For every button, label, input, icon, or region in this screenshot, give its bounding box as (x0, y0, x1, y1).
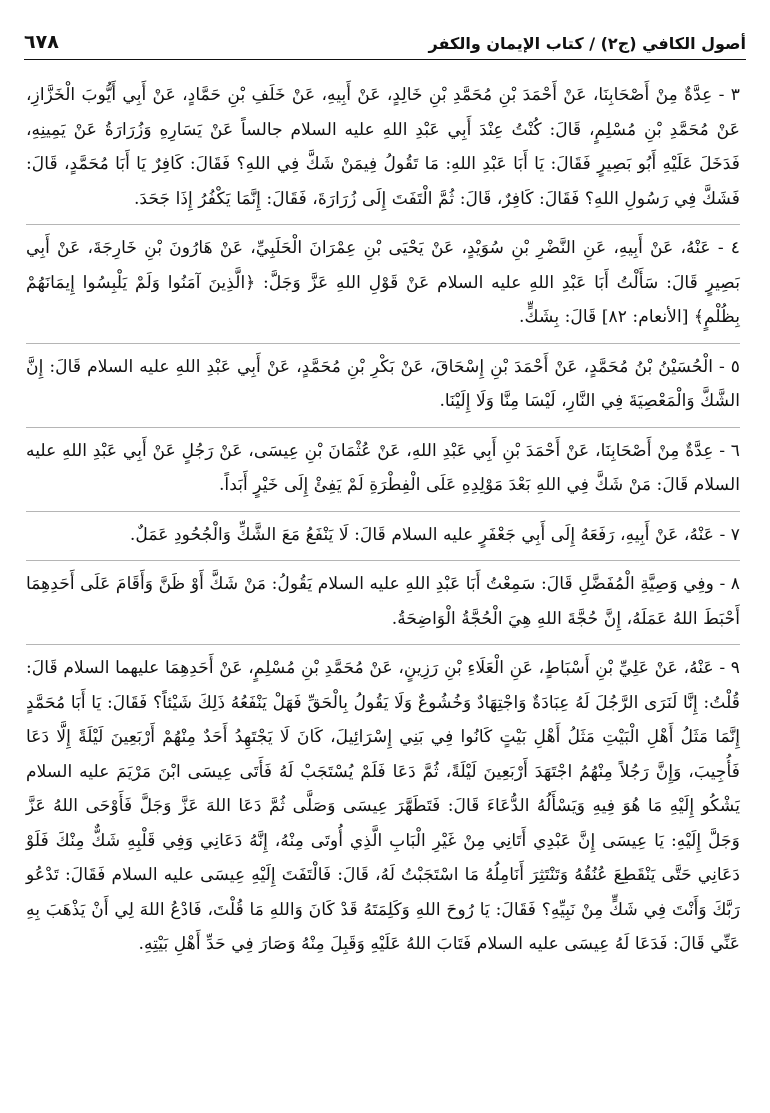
hadith-paragraph: ٦ - عِدَّةٌ مِنْ أَصْحَابِنَا، عَنْ أَحْمَدَ بْنِ أَبِي عَبْدِ اللهِ، عَنْ عُثْمَانَ بْنِ عِيسَى، عَنْ رَجُلٍ عَنْ أَبِي عَبْدِ اللهِ عليه السلام قَالَ: مَنْ شَكَّ فِي اللهِ بَعْدَ مَوْلِدِهِ عَلَى الْفِطْرَةِ لَمْ يَفِئْ إِلَى خَيْرٍ أَبَداً. (26, 428, 740, 512)
running-title: أصول الكافي (ج٢) / كتاب الإيمان والكفر (428, 34, 746, 53)
hadith-paragraph: ٣ - عِدَّةٌ مِنْ أَصْحَابِنَا، عَنْ أَحْمَدَ بْنِ مُحَمَّدِ بْنِ خَالِدٍ، عَنْ أَبِيهِ، عَنْ خَلَفِ بْنِ حَمَّادٍ، عَنْ أَبِي أَيُّوبَ الْخَزَّازِ، عَنْ مُحَمَّدِ بْنِ مُسْلِمٍ، قَالَ: كُنْتُ عِنْدَ أَبِي عَبْدِ اللهِ عليه السلام جالساً عَنْ يَسَارِهِ وَزُرَارَةُ عَنْ يَمِينِهِ، فَدَخَلَ عَلَيْهِ أَبُو بَصِيرٍ فَقَالَ: يَا أَبَا عَبْدِ اللهِ: مَا تَقُولُ فِيمَنْ شَكَّ فِي اللهِ؟ فَقَالَ: كَافِرٌ يَا أَبَا مُحَمَّدٍ، قَالَ: فَشَكَّ فِي رَسُولِ اللهِ؟ فَقَالَ: كَافِرٌ، قَالَ: ثُمَّ الْتَفَتَ إِلَى زُرَارَةَ، فَقَالَ: إِنَّمَا يَكْفُرُ إِذَا جَحَدَ. (26, 72, 740, 225)
page-number: ٦٧٨ (24, 31, 59, 53)
hadith-paragraph: ٩ - عَنْهُ، عَنْ عَلِيِّ بْنِ أَسْبَاطٍ، عَنِ الْعَلَاءِ بْنِ رَزِينٍ، عَنْ مُحَمَّدِ بْنِ مُسْلِمٍ، عَنْ أَحَدِهِمَا عليهما السلام قَالَ: قُلْتُ: إِنَّا لَنَرَى الرَّجُلَ لَهُ عِبَادَةٌ وَاجْتِهَادٌ وَخُشُوعٌ وَلَا يَقُولُ بِالْحَقِّ فَهَلْ يَنْفَعُهُ ذَلِكَ شَيْئاً؟ فَقَالَ: يَا أَبَا مُحَمَّدٍ إِنَّمَا مَثَلُ أَهْلِ الْبَيْتِ مَثَلُ أَهْلِ بَيْتٍ كَانُوا فِي بَنِي إِسْرَائِيلَ، كَانَ لَا يَجْتَهِدُ أَحَدٌ مِنْهُمْ أَرْبَعِينَ لَيْلَةً إِلَّا دَعَا فَأُجِيبَ، وَإِنَّ رَجُلاً مِنْهُمُ اجْتَهَدَ أَرْبَعِينَ لَيْلَةً، ثُمَّ دَعَا فَلَمْ يُسْتَجَبْ لَهُ فَأَتَى عِيسَى ابْنَ مَرْيَمَ عليه السلام يَشْكُو إِلَيْهِ مَا هُوَ فِيهِ وَيَسْأَلُهُ الدُّعَاءَ قَالَ: فَتَطَهَّرَ عِيسَى وَصَلَّى ثُمَّ دَعَا اللهَ عَزَّ وَجَلَّ فَأَوْحَى اللهُ عَزَّ وَجَلَّ إِلَيْهِ: يَا عِيسَى إِنَّ عَبْدِي أَتَانِي مِنْ غَيْرِ الْبَابِ الَّذِي أُوتَى مِنْهُ، إِنَّهُ دَعَانِي وَفِي قَلْبِهِ شَكٌّ مِنْكَ فَلَوْ دَعَانِي حَتَّى يَنْقَطِعَ عُنُقُهُ وَتَنْتَثِرَ أَنَامِلُهُ مَا اسْتَجَبْتُ لَهُ، قَالَ: فَالْتَفَتَ إِلَيْهِ عِيسَى عليه السلام فَقَالَ: تَدْعُو رَبَّكَ وَأَنْتَ فِي شَكٍّ مِنْ نَبِيِّهِ؟ فَقَالَ: يَا رُوحَ اللهِ وَكَلِمَتَهُ قَدْ كَانَ وَاللهِ مَا قُلْتَ، فَادْعُ اللهَ لِي أَنْ يَذْهَبَ بِهِ عَنِّي قَالَ: فَدَعَا لَهُ عِيسَى عليه السلام فَتَابَ اللهُ عَلَيْهِ وَقَبِلَ مِنْهُ وَصَارَ فِي حَدِّ أَهْلِ بَيْتِهِ. (26, 658, 740, 954)
hadith-paragraph: ٥ - الْحُسَيْنُ بْنُ مُحَمَّدٍ، عَنْ أَحْمَدَ بْنِ إِسْحَاقَ، عَنْ بَكْرِ بْنِ مُحَمَّدٍ، عَنْ أَبِي عَبْدِ اللهِ عليه السلام قَالَ: إِنَّ الشَّكَّ وَالْمَعْصِيَةَ فِي النَّارِ، لَيْسَا مِنَّا وَلَا إِلَيْنَا. (26, 344, 740, 428)
hadith-paragraph: ٧ - عَنْهُ، عَنْ أَبِيهِ، رَفَعَهُ إِلَى أَبِي جَعْفَرٍ عليه السلام قَالَ: لَا يَنْفَعُ مَعَ الشَّكِّ وَالْجُحُودِ عَمَلٌ. (26, 512, 740, 562)
hadith-paragraph: ٨ - وفِي وَصِيَّةِ الْمُفَضَّلِ قَالَ: سَمِعْتُ أَبَا عَبْدِ اللهِ عليه السلام يَقُولُ: مَنْ شَكَّ أَوْ ظَنَّ وَأَقَامَ عَلَى أَحَدِهِمَا أَحْبَطَ اللهُ عَمَلَهُ، إِنَّ حُجَّةَ اللهِ هِيَ الْحُجَّةُ الْوَاضِحَةُ. (26, 561, 740, 645)
hadith-paragraph: ٤ - عَنْهُ، عَنْ أَبِيهِ، عَنِ النَّضْرِ بْنِ سُوَيْدٍ، عَنْ يَحْيَى بْنِ عِمْرَانَ الْحَلَبِيِّ، عَنْ هَارُونَ بْنِ خَارِجَةَ، عَنْ أَبِي بَصِيرٍ قَالَ: سَأَلْتُ أَبَا عَبْدِ اللهِ عليه السلام عَنْ قَوْلِ اللهِ عَزَّ وَجَلَّ: ﴿الَّذِينَ آمَنُوا وَلَمْ يَلْبِسُوا إِيمَانَهُمْ بِظُلْمٍ﴾ [الأنعام: ٨٢] قَالَ: بِشَكٍّ. (26, 225, 740, 344)
hadith-list (26, 72, 740, 970)
page-header (24, 26, 746, 60)
